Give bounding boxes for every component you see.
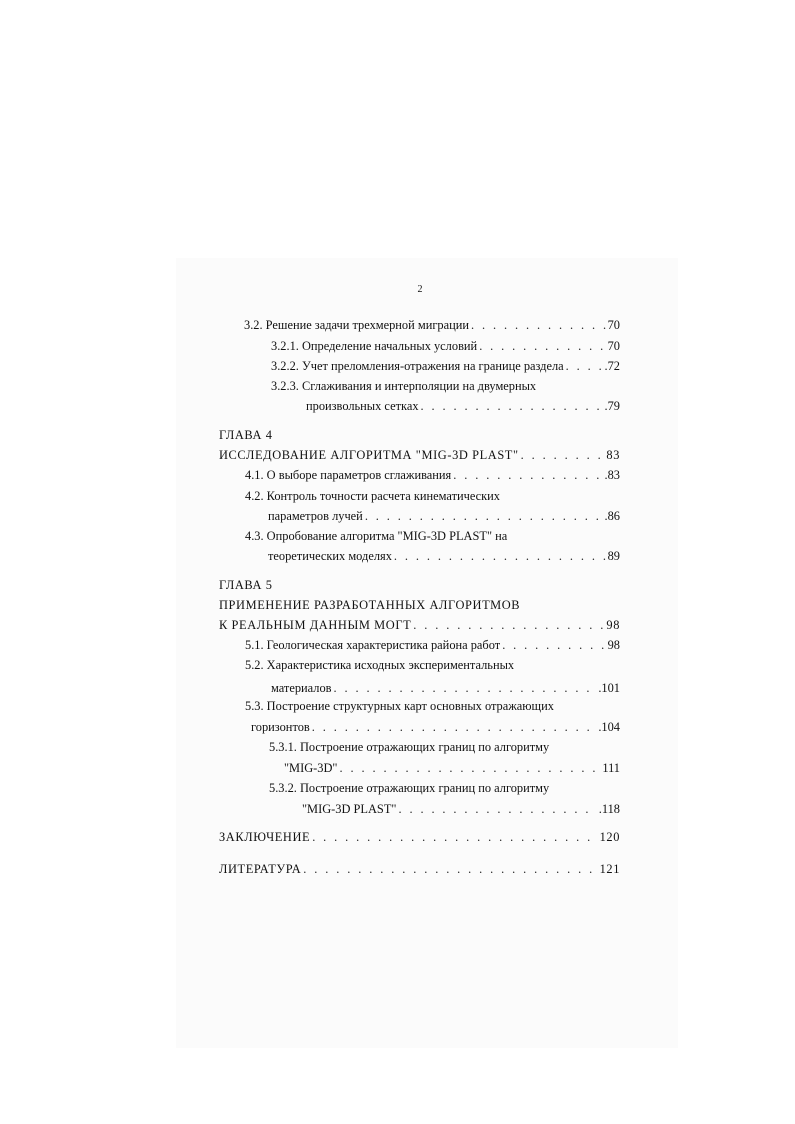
toc-entry-4-1[interactable] xyxy=(245,467,620,483)
toc-entry-page: 83 xyxy=(606,448,620,462)
leader-dots xyxy=(339,760,600,776)
toc-entry-title: 3.2. Решение задачи трехмерной миграции xyxy=(244,318,469,332)
toc-entry-5-3-line1[interactable]: 5.3. Построение структурных карт основных отражающих xyxy=(245,699,554,713)
leader-dots xyxy=(334,680,597,696)
toc-entry-5-2[interactable] xyxy=(271,680,620,696)
leader-dots xyxy=(398,801,596,817)
toc-entry-3-2-1[interactable] xyxy=(271,338,620,354)
leader-dots xyxy=(566,358,603,374)
toc-entry-conclusion[interactable] xyxy=(219,829,620,845)
toc-entry-title: 3.2.1. Определение начальных условий xyxy=(271,339,478,353)
toc-entry-page: .118 xyxy=(598,802,620,816)
leader-dots xyxy=(421,398,603,414)
toc-entry-4-2[interactable] xyxy=(268,508,620,524)
toc-entry-5-1[interactable] xyxy=(245,637,620,653)
toc-entry-3-2-3-line1[interactable]: 3.2.3. Сглаживания и интерполяции на двумерных xyxy=(271,379,537,393)
toc-entry-5-3-2-line1[interactable]: 5.3.2. Построение отражающих границ по алгоритму xyxy=(269,781,550,795)
toc-entry-title: ЛИТЕРАТУРА xyxy=(219,862,302,876)
toc-entry-title: 3.2.2. Учет преломления-отражения на границе раздела xyxy=(271,359,564,373)
leader-dots xyxy=(521,447,605,463)
toc-entry-5-3-1[interactable] xyxy=(284,760,620,776)
toc-entry-title: горизонтов xyxy=(251,720,310,734)
toc-entry-4-3[interactable] xyxy=(268,548,620,564)
toc-entry-page: .104 xyxy=(598,720,620,734)
toc-entry-title: 4.1. О выборе параметров сглаживания xyxy=(245,468,452,482)
toc-entry-3-2[interactable] xyxy=(244,317,620,333)
toc-entry-title: параметров лучей xyxy=(268,509,363,523)
toc-entry-page: 70 xyxy=(607,339,620,353)
toc-entry-5-3-2[interactable] xyxy=(302,801,620,817)
toc-entry-title: произвольных сетках xyxy=(306,399,419,413)
toc-entry-page: 120 xyxy=(599,830,620,844)
toc-entry-literature[interactable] xyxy=(219,861,620,877)
toc-entry-title: ИССЛЕДОВАНИЕ АЛГОРИТМА "MIG-3D PLAST" xyxy=(219,448,519,462)
toc-entry-title: 5.1. Геологическая характеристика района работ xyxy=(245,638,501,652)
leader-dots xyxy=(502,637,605,653)
toc-entry-page: 98 xyxy=(607,638,620,652)
toc-entry-page: .86 xyxy=(604,509,620,523)
toc-entry-title: "MIG-3D PLAST" xyxy=(302,802,397,816)
leader-dots xyxy=(479,338,605,354)
toc-entry-5-2-line1[interactable]: 5.2. Характеристика исходных экспериментальных xyxy=(245,658,515,672)
leader-dots xyxy=(365,508,603,524)
toc-entry-page: 121 xyxy=(599,862,620,876)
toc-entry-page: 111 xyxy=(602,761,620,775)
toc-entry-title: К РЕАЛЬНЫМ ДАННЫМ МОГТ xyxy=(219,618,412,632)
toc-entry-title: ЗАКЛЮЧЕНИЕ xyxy=(219,830,311,844)
chapter-4-label: ГЛАВА 4 xyxy=(219,428,273,442)
toc-entry-page: .101 xyxy=(598,681,620,695)
page-number: 2 xyxy=(417,284,423,295)
toc-entry-4-2-line1[interactable]: 4.2. Контроль точности расчета кинематических xyxy=(245,489,501,503)
toc-entry-page: .79 xyxy=(604,399,620,413)
toc-entry-title: материалов xyxy=(271,681,332,695)
chapter-5-title-line1[interactable]: ПРИМЕНЕНИЕ РАЗРАБОТАННЫХ АЛГОРИТМОВ xyxy=(219,598,521,612)
leader-dots xyxy=(394,548,606,564)
toc-entry-chapter-5[interactable] xyxy=(219,617,620,633)
leader-dots xyxy=(471,317,606,333)
leader-dots xyxy=(303,861,597,877)
toc-entry-3-2-3[interactable] xyxy=(306,398,620,414)
toc-entry-3-2-2[interactable] xyxy=(271,358,620,374)
toc-entry-5-3-1-line1[interactable]: 5.3.1. Построение отражающих границ по алгоритму xyxy=(269,740,550,754)
leader-dots xyxy=(413,617,604,633)
toc-entry-page: .83 xyxy=(604,468,620,482)
toc-entry-page: .72 xyxy=(604,359,620,373)
toc-entry-page: 70 xyxy=(607,318,620,332)
toc-entry-title: теоретических моделях xyxy=(268,549,392,563)
toc-entry-page: 89 xyxy=(607,549,620,563)
toc-entry-5-3[interactable] xyxy=(251,719,620,735)
leader-dots xyxy=(312,829,597,845)
toc-entry-title: "MIG-3D" xyxy=(284,761,338,775)
leader-dots xyxy=(312,719,597,735)
chapter-5-label: ГЛАВА 5 xyxy=(219,578,273,592)
leader-dots xyxy=(453,467,602,483)
toc-entry-chapter-4[interactable] xyxy=(219,447,620,463)
toc-entry-4-3-line1[interactable]: 4.3. Опробование алгоритма "MIG-3D PLAST" на xyxy=(245,529,508,543)
toc-entry-page: 98 xyxy=(606,618,620,632)
